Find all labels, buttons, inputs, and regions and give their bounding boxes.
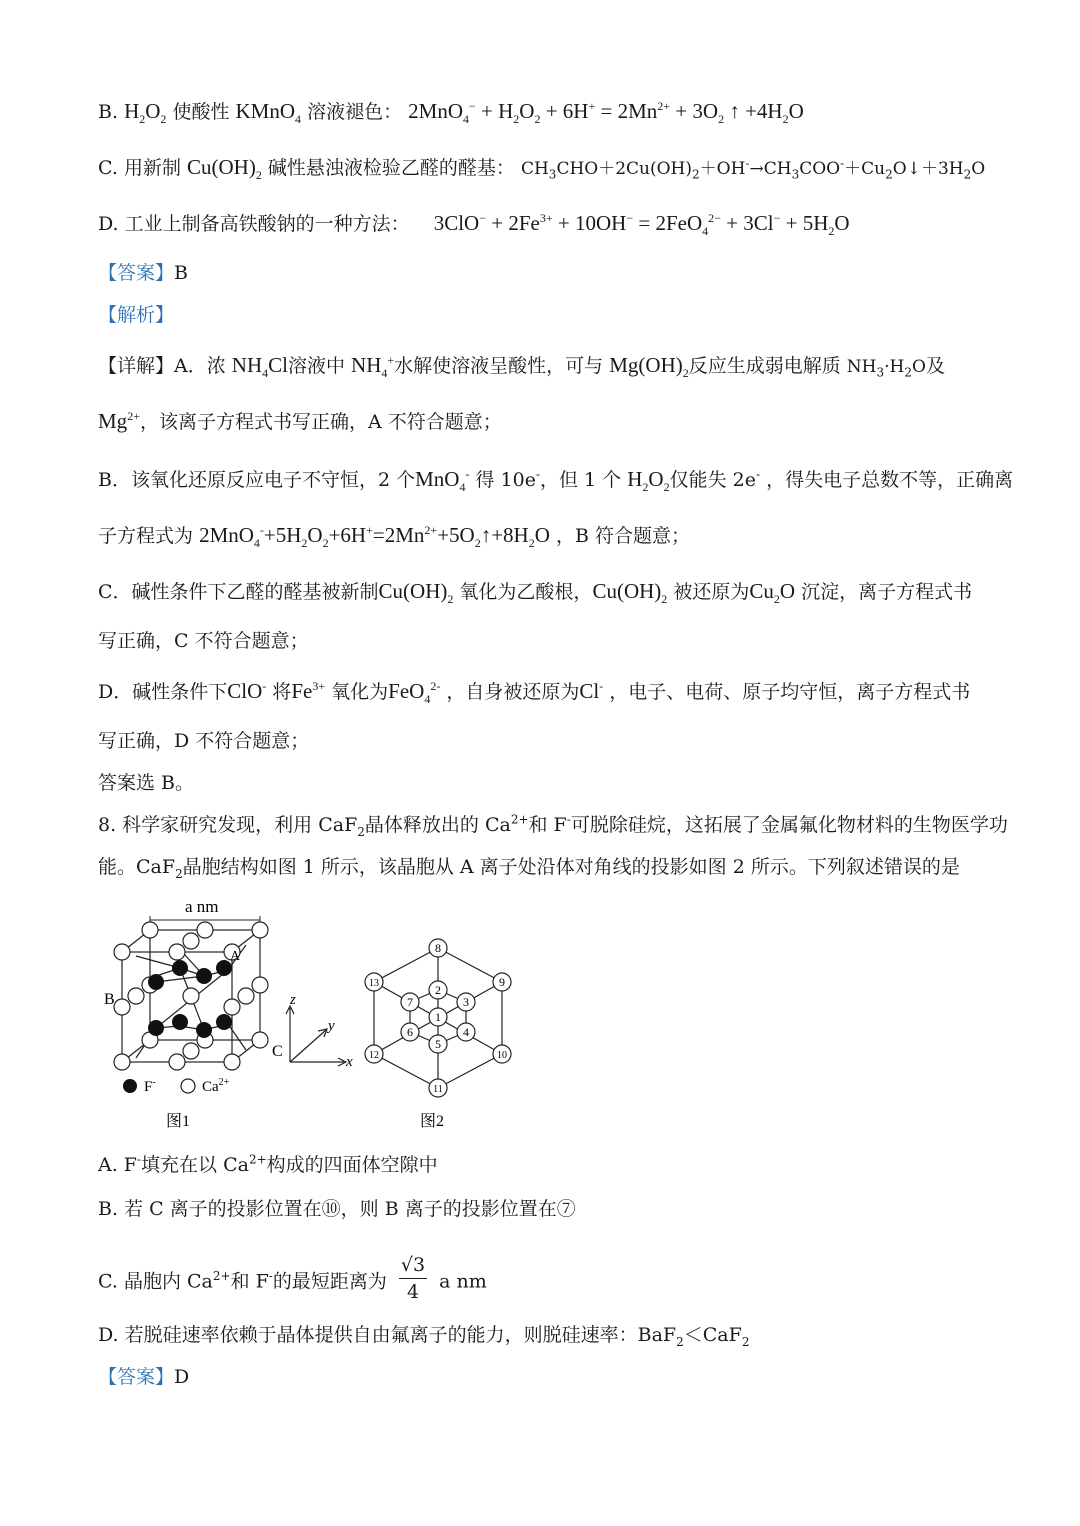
hex-node-label-5: 5 [435,1037,441,1051]
legend-ca-icon [181,1079,195,1093]
legend-f: F- [144,1077,156,1095]
fig1-caption: 图1 [166,1113,191,1130]
crystal-figure [100,890,540,1140]
answer: 【答案】D [98,1366,190,1388]
hex-node-label-3: 3 [463,995,469,1009]
axis-y: y [328,1018,335,1034]
detail-a-line2: $Mg^{2+}$，该离子方程式书写正确，A 不符合题意； [98,409,502,433]
prev-answer: 【答案】B [98,262,188,284]
hex-node-label-12: 12 [369,1050,379,1061]
axis-x: x [346,1054,353,1070]
legend-f-icon [123,1079,137,1093]
hex-node-label-8: 8 [435,941,441,955]
detail-b-line2: 子方程式为 $2MnO_4^-+5H_2O_2+6H^+=2Mn^{2+}+5O_2↑+8H_2O$ ，B 符合题意； [98,523,690,551]
equation-d: $3ClO^- + 2Fe^{3+} + 10OH^- = 2FeO_4^{2-} + 3Cl^- + 5H_2O$ [433,211,850,239]
label-a: A [230,949,241,964]
hex-node-label-4: 4 [463,1025,469,1039]
fig2-caption: 图2 [420,1113,445,1130]
equation-c: $CH_3CHO+2Cu(OH)_2+OH^-\to CH_3COO^-+Cu_2O↓+3H_2O$ [520,156,986,182]
sqrt3-over-4: $\frac{√3}{4}$ [400,1254,426,1303]
detail-b-line1: B．该氧化还原反应电子不守恒，2 个MnO$_4$- 得 10e-，但 1 个 $H_2O_2$仅能失 2e- ，得失电子总数不等，正确离 [98,467,1014,495]
prev-option-c: C. 用新制 $Cu(OH)_2$ 碱性悬浊液检验乙醛的醛基： $CH_3CHO+2Cu(OH)_2+OH^-\to CH_3COO^-+Cu_2O↓+3H_2O$ [98,155,986,183]
hex-node-label-11: 11 [433,1084,443,1095]
hex-node-label-2: 2 [435,983,441,997]
prev-option-b: B. $H_2O_2$ 使酸性 KMnO$_4$ 溶液褪色： $2MnO_4^- + H_2O_2 + 6H^+ = 2Mn^{2+} + 3O_2$ ↑ $+4H_2O$ [98,99,804,127]
label-c: C [272,1043,283,1060]
hex-node-label-13: 13 [369,978,379,989]
hex-node-label-10: 10 [497,1050,507,1061]
crystal-figure-svg [100,890,540,1140]
cu-oh2-formula: $Cu(OH)_2$ [187,155,262,183]
detail-d-line2: 写正确，D 不符合题意； [98,730,310,752]
choice-a: A. F-填充在以 $Ca^{2+}$构成的四面体空隙中 [98,1152,438,1176]
analysis-label: 【解析】 [98,304,175,326]
hex-node-label-7: 7 [407,995,413,1009]
q8-line1: 8. 科学家研究发现，利用 CaF$_2$晶体释放出的 $Ca^{2+}$和 F-可脱除硅烷，这拓展了金属氟化物材料的生物医学功 [98,812,1008,839]
choice-d: D. 若脱硅速率依赖于晶体提供自由氟离子的能力，则脱硅速率：BaF$_2$＜CaF$_2$ [98,1324,750,1349]
prev-option-d: D. 工业上制备高铁酸钠的一种方法： $3ClO^- + 2Fe^{3+} + 10OH^- = 2FeO_4^{2-} + 3Cl^- + 5H_2O$ [98,211,850,239]
final-answer-line: 答案选 B。 [98,772,195,794]
hex-node-label-9: 9 [499,975,505,989]
hex-node-label-1: 1 [435,1010,441,1024]
detail-c-line1: C．碱性条件下乙醛的醛基被新制$Cu(OH)_2$ 氧化为乙酸根，$Cu(OH)_2$ 被还原为$Cu_2O$ 沉淀，离子方程式书 [98,579,973,607]
detail-a-line1: 【详解】A．浓 $NH_4Cl$溶液中 $NH_4^+$水解使溶液呈酸性，可与 $Mg(OH)_2$反应生成弱电解质 $NH_3\cdot H_2O$及 [98,353,945,381]
hex-node-label-6: 6 [407,1025,413,1039]
choice-c: C. 晶胞内 $Ca^{2+}$和 F-的最短距离为 $\frac{√3}{4}$ a nm [98,1254,487,1303]
q8-line2: 能。CaF$_2$晶胞结构如图 1 所示，该晶胞从 A 离子处沿体对角线的投影如图 2 所示。下列叙述错误的是 [98,856,960,881]
axis-z: z [290,992,296,1008]
dim-label: a nm [185,897,219,916]
h2o2-formula: $H_2O_2$ [124,99,167,127]
legend-ca: $Ca^{2+}$ [202,1077,230,1095]
kmno4-formula: KMnO$_4$ [235,99,302,127]
equation-b: $2MnO_4^- + H_2O_2 + 6H^+ = 2Mn^{2+} + 3O_2$ ↑ $+4H_2O$ [408,99,804,127]
choice-b: B. 若 C 离子的投影位置在⑩，则 B 离子的投影位置在⑦ [98,1198,576,1220]
detail-c-line2: 写正确，C 不符合题意； [98,630,309,652]
label-b: B [104,991,115,1008]
detail-d-line1: D．碱性条件下ClO- 将$Fe^{3+}$ 氧化为FeO$_4^{2-}$ ，自身被还原为Cl- ，电子、电荷、原子均守恒，离子方程式书 [98,679,971,707]
